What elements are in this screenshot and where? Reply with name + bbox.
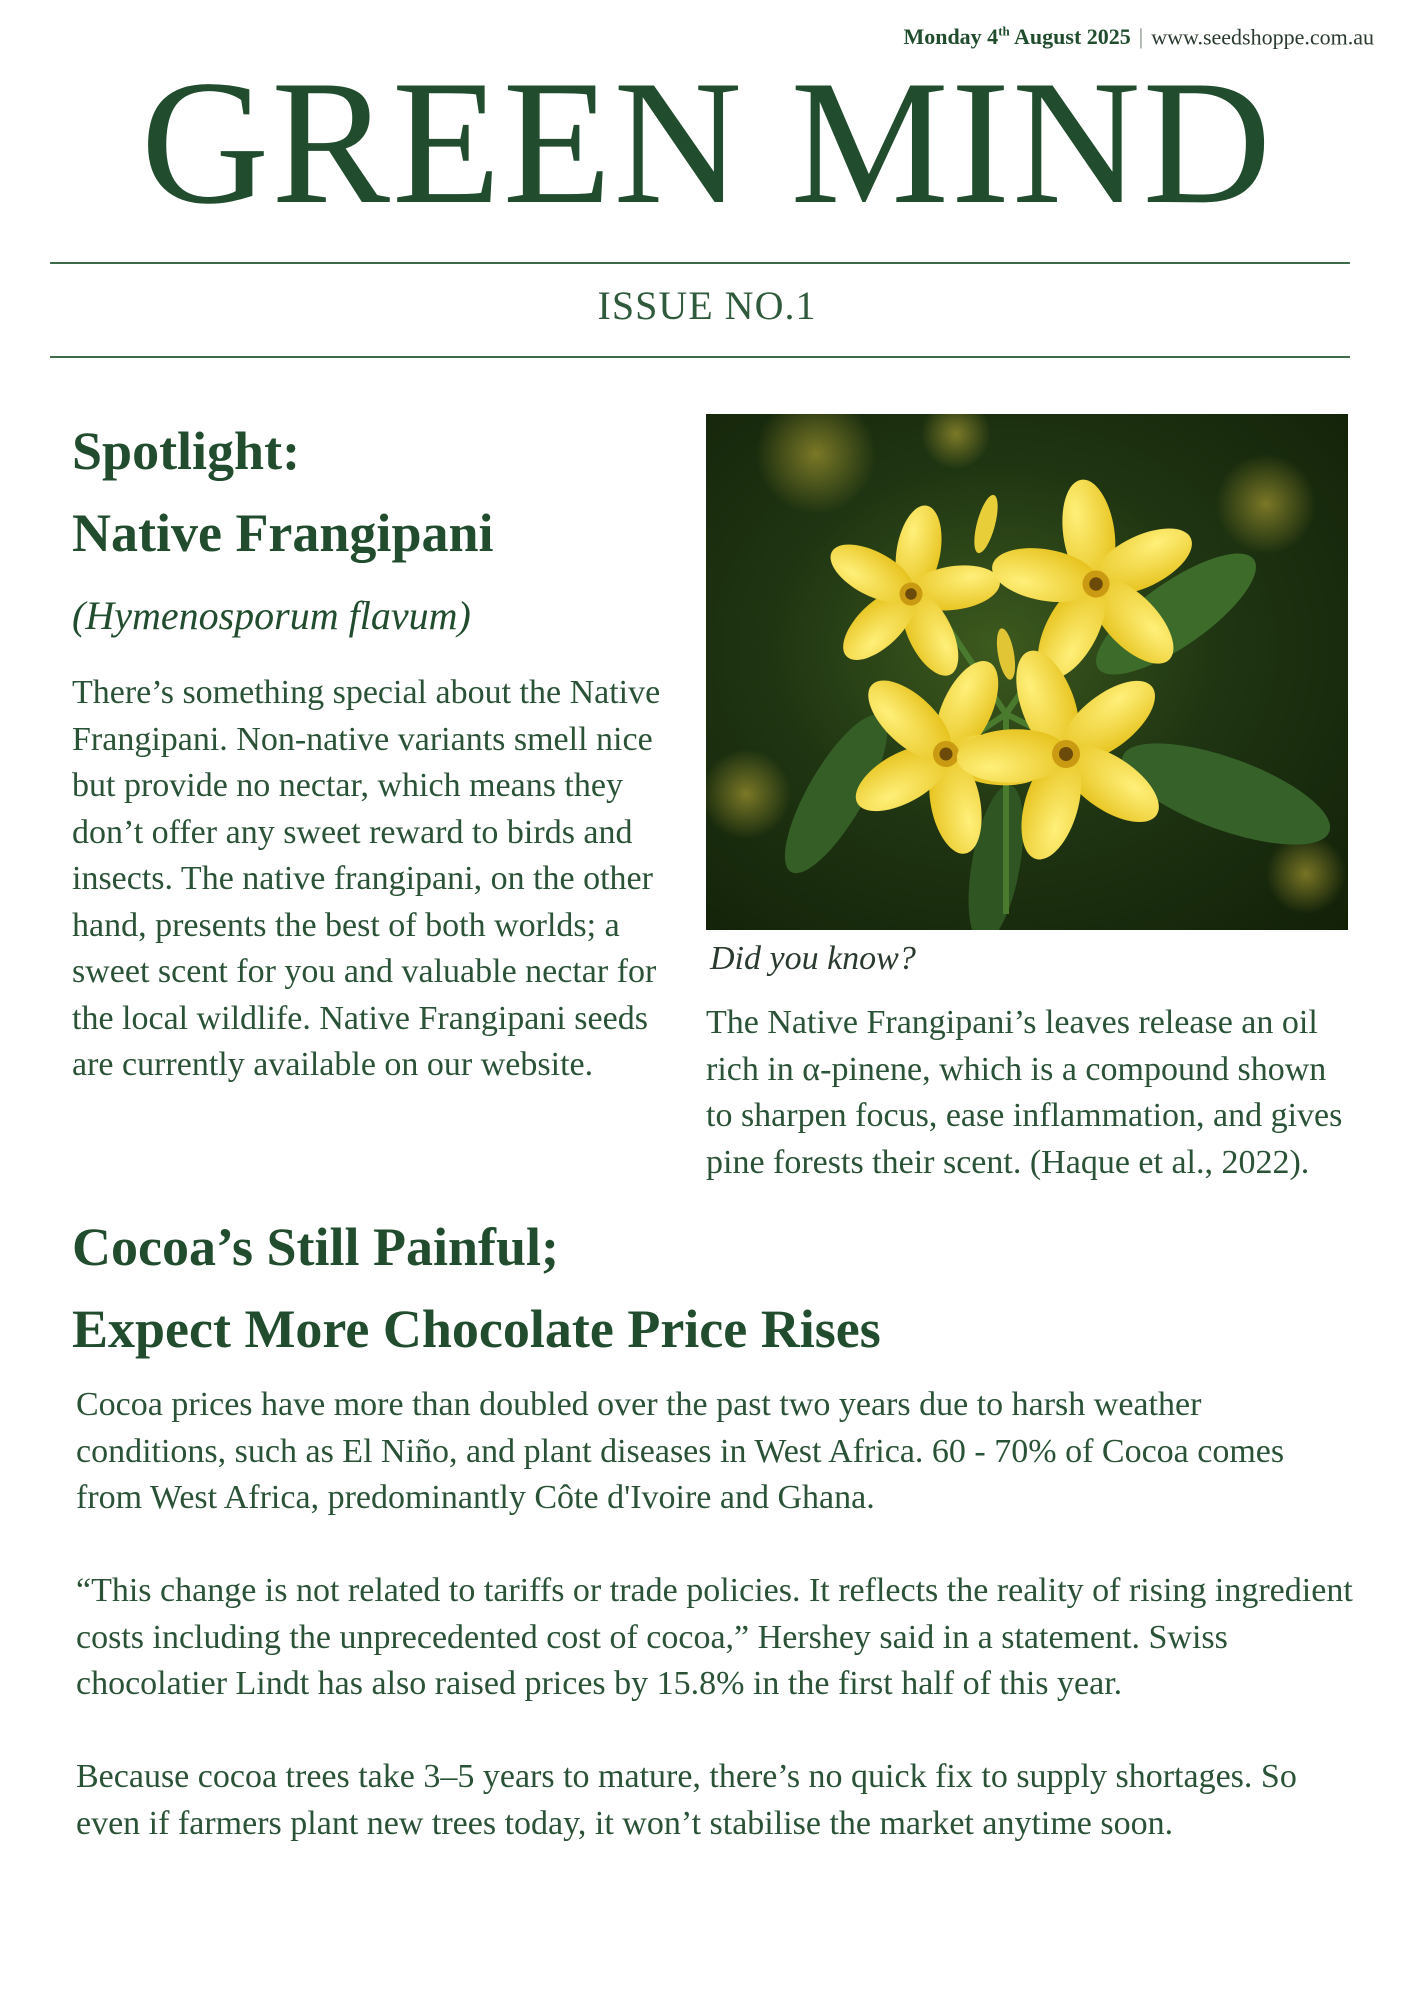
masthead-title: GREEN MIND <box>140 43 1274 241</box>
spotlight-heading <box>72 410 672 574</box>
cocoa-paragraph: “This change is not related to tariffs or trade policies. It reflects the reality of rising ingredient costs including the unprecedented cost of cocoa,” Hershey said in a statement. Swiss chocolatier Lindt has also raised prices by 15.8% in the first half of this year. <box>76 1572 1353 1702</box>
cocoa-heading-line1: Cocoa’s Still Painful; <box>72 1217 560 1277</box>
issue-number: ISSUE NO.1 <box>597 283 817 328</box>
masthead-divider-top <box>50 262 1350 264</box>
dateline-separator: | <box>1138 24 1144 50</box>
cocoa-heading-line2: Expect More Chocolate Price Rises <box>72 1299 881 1359</box>
frangipani-photo <box>706 414 1348 930</box>
species-name: (Hymenosporum flavum) <box>72 593 471 638</box>
masthead-divider-bottom <box>50 356 1350 358</box>
did-you-know-body: The Native Frangipani’s leaves release an oil rich in α-pinene, which is a compound shown to sharpen focus, ease inflammation, and gives pine forests their scent. (Haque et al., 2022). <box>706 1004 1343 1181</box>
cocoa-heading <box>72 1206 1352 1370</box>
cocoa-article-body <box>76 1382 1356 1894</box>
website-link[interactable]: www.seedshoppe.com.au <box>1151 24 1374 50</box>
spotlight-heading-line2: Native Frangipani <box>72 503 494 563</box>
did-you-know-title: Did you know? <box>710 940 916 977</box>
cocoa-paragraph: Because cocoa trees take 3–5 years to mature, there’s no quick fix to supply shortages. So even if farmers plant new trees today, it won’t stabilise the market anytime soon. <box>76 1758 1297 1842</box>
spotlight-heading-line1: Spotlight: <box>72 421 301 481</box>
date-month-year: August 2025 <box>1009 24 1131 50</box>
spotlight-body: There’s something special about the Native Frangipani. Non-native variants smell nice but provide no nectar, which means they don’t offer any sweet reward to birds and insects. The native frangipani, on the other hand, presents the best of both worlds; a sweet scent for you and valuable nectar for the local wildlife. Native Frangipani seeds are currently available on our website. <box>72 674 661 1083</box>
date-day: Monday 4 <box>903 24 999 50</box>
date-suffix: th <box>998 24 1010 39</box>
cocoa-paragraph: Cocoa prices have more than doubled over the past two years due to harsh weather conditions, such as El Niño, and plant diseases in West Africa. 60 - 70% of Cocoa comes from West Africa, predominantly Côte d'Ivoire and Ghana. <box>76 1386 1285 1516</box>
